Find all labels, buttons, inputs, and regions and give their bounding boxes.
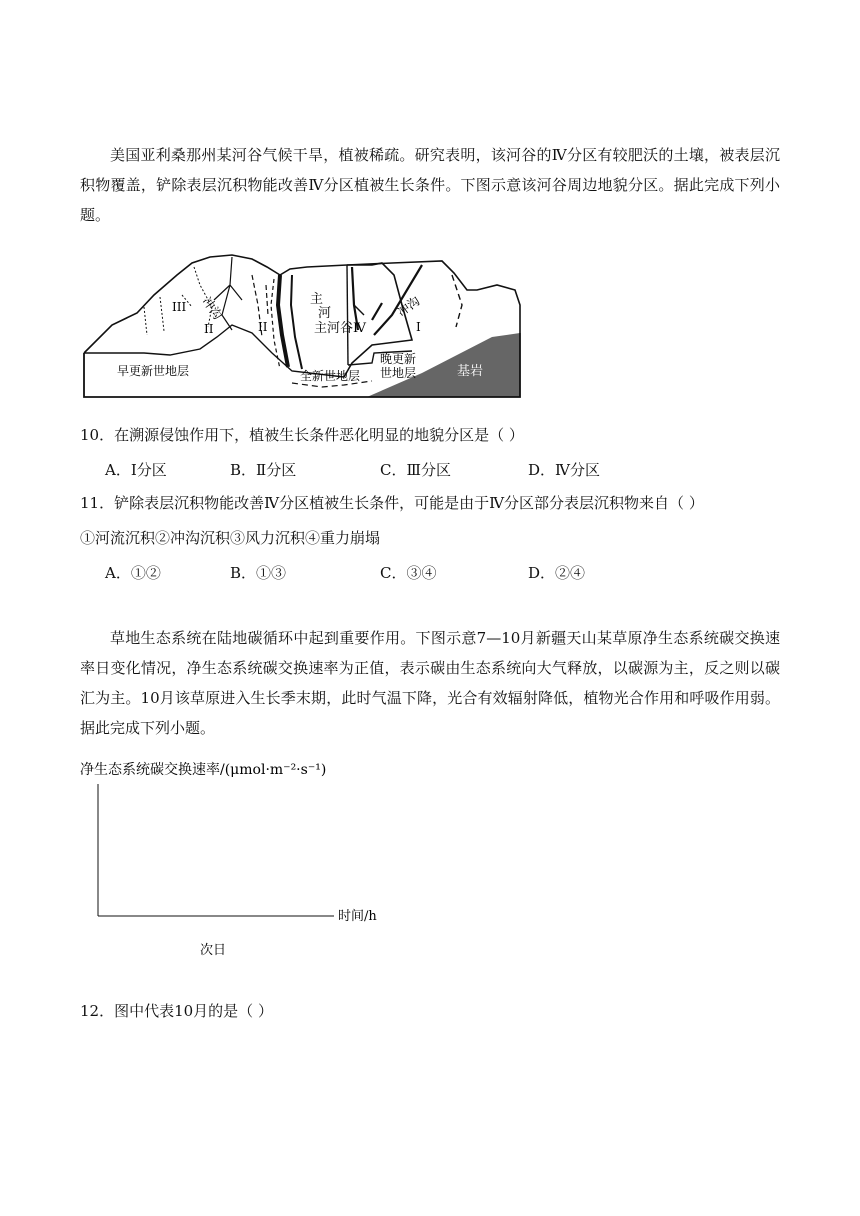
svg-text:河: 河 — [318, 306, 332, 321]
label-zone-II-left: II — [204, 322, 214, 336]
q10-option-b[interactable]: B．Ⅱ分区 — [230, 461, 297, 479]
label-gully-right: 冲沟 — [394, 293, 423, 320]
carbon-exchange-chart — [76, 760, 396, 960]
label-late-pleistocene-2: 世地层 — [380, 366, 417, 380]
q11-option-c[interactable]: C．③④ — [380, 564, 437, 582]
q10-option-c[interactable]: C．Ⅲ分区 — [380, 461, 451, 479]
label-late-pleistocene-1: 晚更新 — [380, 352, 417, 366]
chart-ylabel: 净生态系统碳交换速率/(μmol·m⁻²·s⁻¹) — [80, 762, 327, 778]
gully-left — [214, 257, 242, 330]
label-zone-II-right: II — [258, 320, 268, 334]
label-gully-left: 冲沟 — [199, 294, 225, 323]
q10-stem: 10．在溯源侵蚀作用下，植被生长条件恶化明显的地貌分区是（ ） — [80, 426, 524, 444]
intro-paragraph-1: 美国亚利桑那州某河谷气候干旱，植被稀疏。研究表明，该河谷的Ⅳ分区有较肥沃的土壤，被表层沉积物覆盖，铲除表层沉积物能改善Ⅳ分区植被生长条件。下图示意该河谷周边地貌分区。据此完成下列小题。 — [80, 146, 780, 224]
label-early-pleistocene: 早更新世地层 — [117, 364, 190, 378]
q12-stem: 12．图中代表10月的是（ ） — [80, 1002, 273, 1020]
q11-option-d[interactable]: D．②④ — [528, 564, 586, 582]
label-main-valley — [310, 292, 367, 336]
label-zone-I: I — [416, 320, 421, 334]
q10-option-a[interactable]: A．Ⅰ分区 — [105, 461, 167, 479]
main-valley-channel — [278, 275, 288, 367]
q11-items: ①河流沉积②冲沟沉积③风力沉积④重力崩塌 — [80, 529, 381, 547]
q10-option-d[interactable]: D．Ⅳ分区 — [528, 461, 601, 479]
label-zone-III: III — [172, 300, 187, 314]
label-holocene: 全新世地层 — [300, 369, 361, 383]
svg-text:主河谷Ⅳ: 主河谷Ⅳ — [314, 321, 366, 336]
q11-option-a[interactable]: A．①② — [105, 564, 161, 582]
landform-diagram — [82, 245, 532, 405]
q11-option-b[interactable]: B．①③ — [230, 564, 287, 582]
q11-stem: 11．铲除表层沉积物能改善Ⅳ分区植被生长条件，可能是由于Ⅳ分区部分表层沉积物来自（ ） — [80, 494, 704, 512]
chart-xlabel: 时间/h — [338, 909, 377, 924]
label-bedrock: 基岩 — [457, 364, 484, 379]
chart-x-note: 次日 — [200, 943, 227, 958]
intro-paragraph-2: 草地生态系统在陆地碳循环中起到重要作用。下图示意7—10月新疆天山某草原净生态系统碳交换速率日变化情况，净生态系统碳交换速率为正值，表示碳由生态系统向大气释放，以碳源为主，反之则以碳汇为主。10月该草原进入生长季末期，此时气温下降，光合有效辐射降低，植物光合作用和呼吸作用弱。据此完成下列小题。 — [80, 629, 780, 737]
svg-text:主: 主 — [310, 292, 324, 307]
